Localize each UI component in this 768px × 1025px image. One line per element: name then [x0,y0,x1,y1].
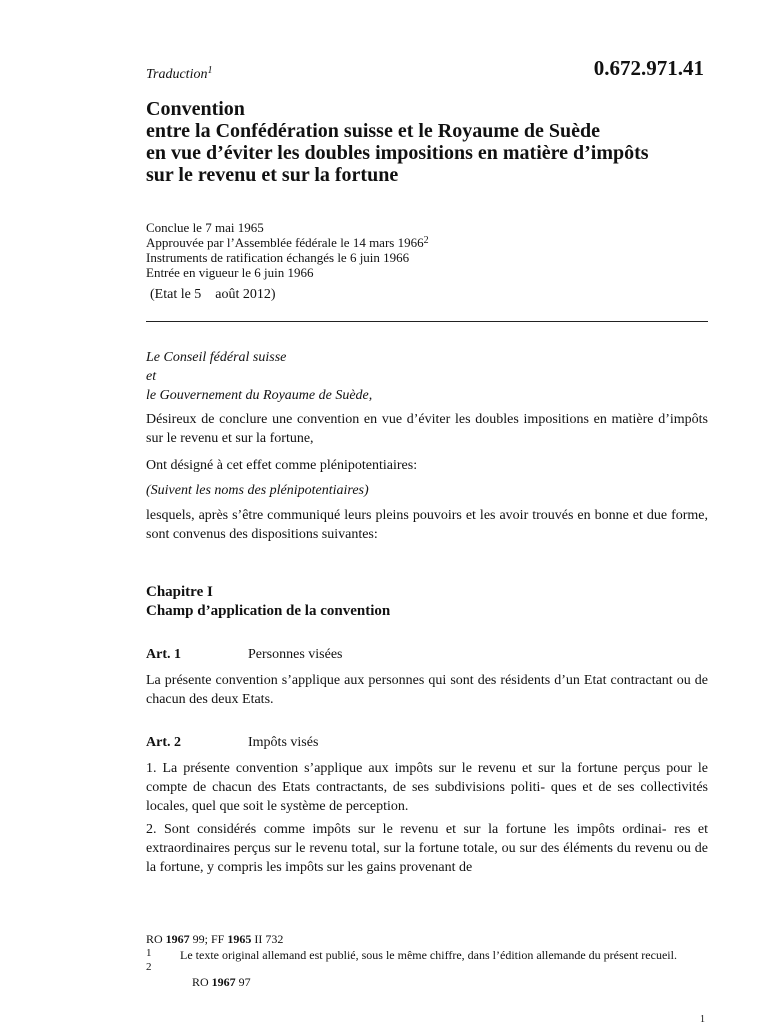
preamble-plenipotentiaries: (Suivent les noms des plénipotentiaires) [146,483,369,498]
footnote-mark: 1 [146,947,152,959]
title-line: sur le revenu et sur la fortune [146,164,399,186]
chapter-heading [146,583,390,621]
article-title: Impôts visés [248,735,319,750]
article-2-paragraph-2: 2. Sont considérés comme impôts sur le revenu et sur la fortune les impôts ordinai- res et extraordinaires perçus sur le revenu total, sur la fortune totale, ou sur des éléments du revenu ou de la fortune, y compris les impôts sur les gains provenant de [146,822,708,875]
footnote-text: Le texte original allemand est publié, sous le même chiffre, dans l’édition allemande du présent recueil. [180,948,677,962]
approved-date: Approuvée par l’Assemblée fédérale le 14 mars 1966$^2$ [146,235,429,250]
footnote-2: 2 RO 1967 97 [146,961,251,989]
article-2-heading [146,735,318,751]
dates-block [146,220,429,280]
source-reference: RO 1967 99; FF 1965 II 732 [146,932,284,946]
article-1-paragraph: La présente convention s’applique aux personnes qui sont des résidents d’un Etat contractant ou de chacun des deux Etats. [146,673,708,707]
translation-label: Traduction$^1$ [146,65,213,82]
article-number: Art. 1 [146,647,181,662]
title-line: Convention [146,98,245,120]
concluded-date: Conclue le 7 mai 1965 [146,220,264,235]
divider [146,321,708,322]
chapter-title: Champ d’application de la convention [146,603,391,619]
document-title [146,98,726,186]
footnote-ref-1: 1 [207,65,213,76]
footnote-1 [146,949,680,962]
in-force-date: Entrée en vigueur le 6 juin 1966 [146,265,314,280]
party-conjunction: et [146,369,157,384]
preamble-desire: Désireux de conclure une convention en vue d’éviter les doubles impositions en matière d’impôts sur le revenu et sur la fortune, [146,412,708,446]
footnotes [146,933,680,1002]
systematic-number: 0.672.971.41 [593,56,704,80]
footnote-mark: 2 [146,961,152,973]
article-number: Art. 2 [146,735,181,750]
title-line: en vue d’éviter les doubles impositions en matière d’impôts [146,142,649,164]
preamble-agreed: lesquels, après s’être communiqué leurs pleins pouvoirs et les avoir trouvés en bonne et due forme, sont convenus des dispositions suivantes: [146,508,708,542]
ratification-date: Instruments de ratification échangés le 6 juin 1966 [146,250,410,265]
preamble-designated: Ont désigné à cet effet comme plénipotentiaires: [146,458,418,473]
title-line: entre la Confédération suisse et le Royaume de Suède [146,120,601,142]
party-switzerland: Le Conseil fédéral suisse [146,350,287,365]
party-sweden: le Gouvernement du Royaume de Suède, [146,388,373,403]
article-title: Personnes visées [248,647,343,662]
footnote-ref-2: 2 [423,235,429,246]
status-date: (Etat le 5 août 2012) [150,287,276,302]
chapter-number: Chapitre I [146,584,213,600]
page-number: 1 [700,1014,705,1025]
article-1-heading [146,647,343,663]
contracting-parties [146,348,372,405]
article-2-paragraph-1: 1. La présente convention s’applique aux impôts sur le revenu et sur la fortune perçus pour le compte de chacun des Etats contractants, de ses subdivisions politi- ques et de ses collectivités locales, quel que soit le système de perception. [146,761,708,814]
